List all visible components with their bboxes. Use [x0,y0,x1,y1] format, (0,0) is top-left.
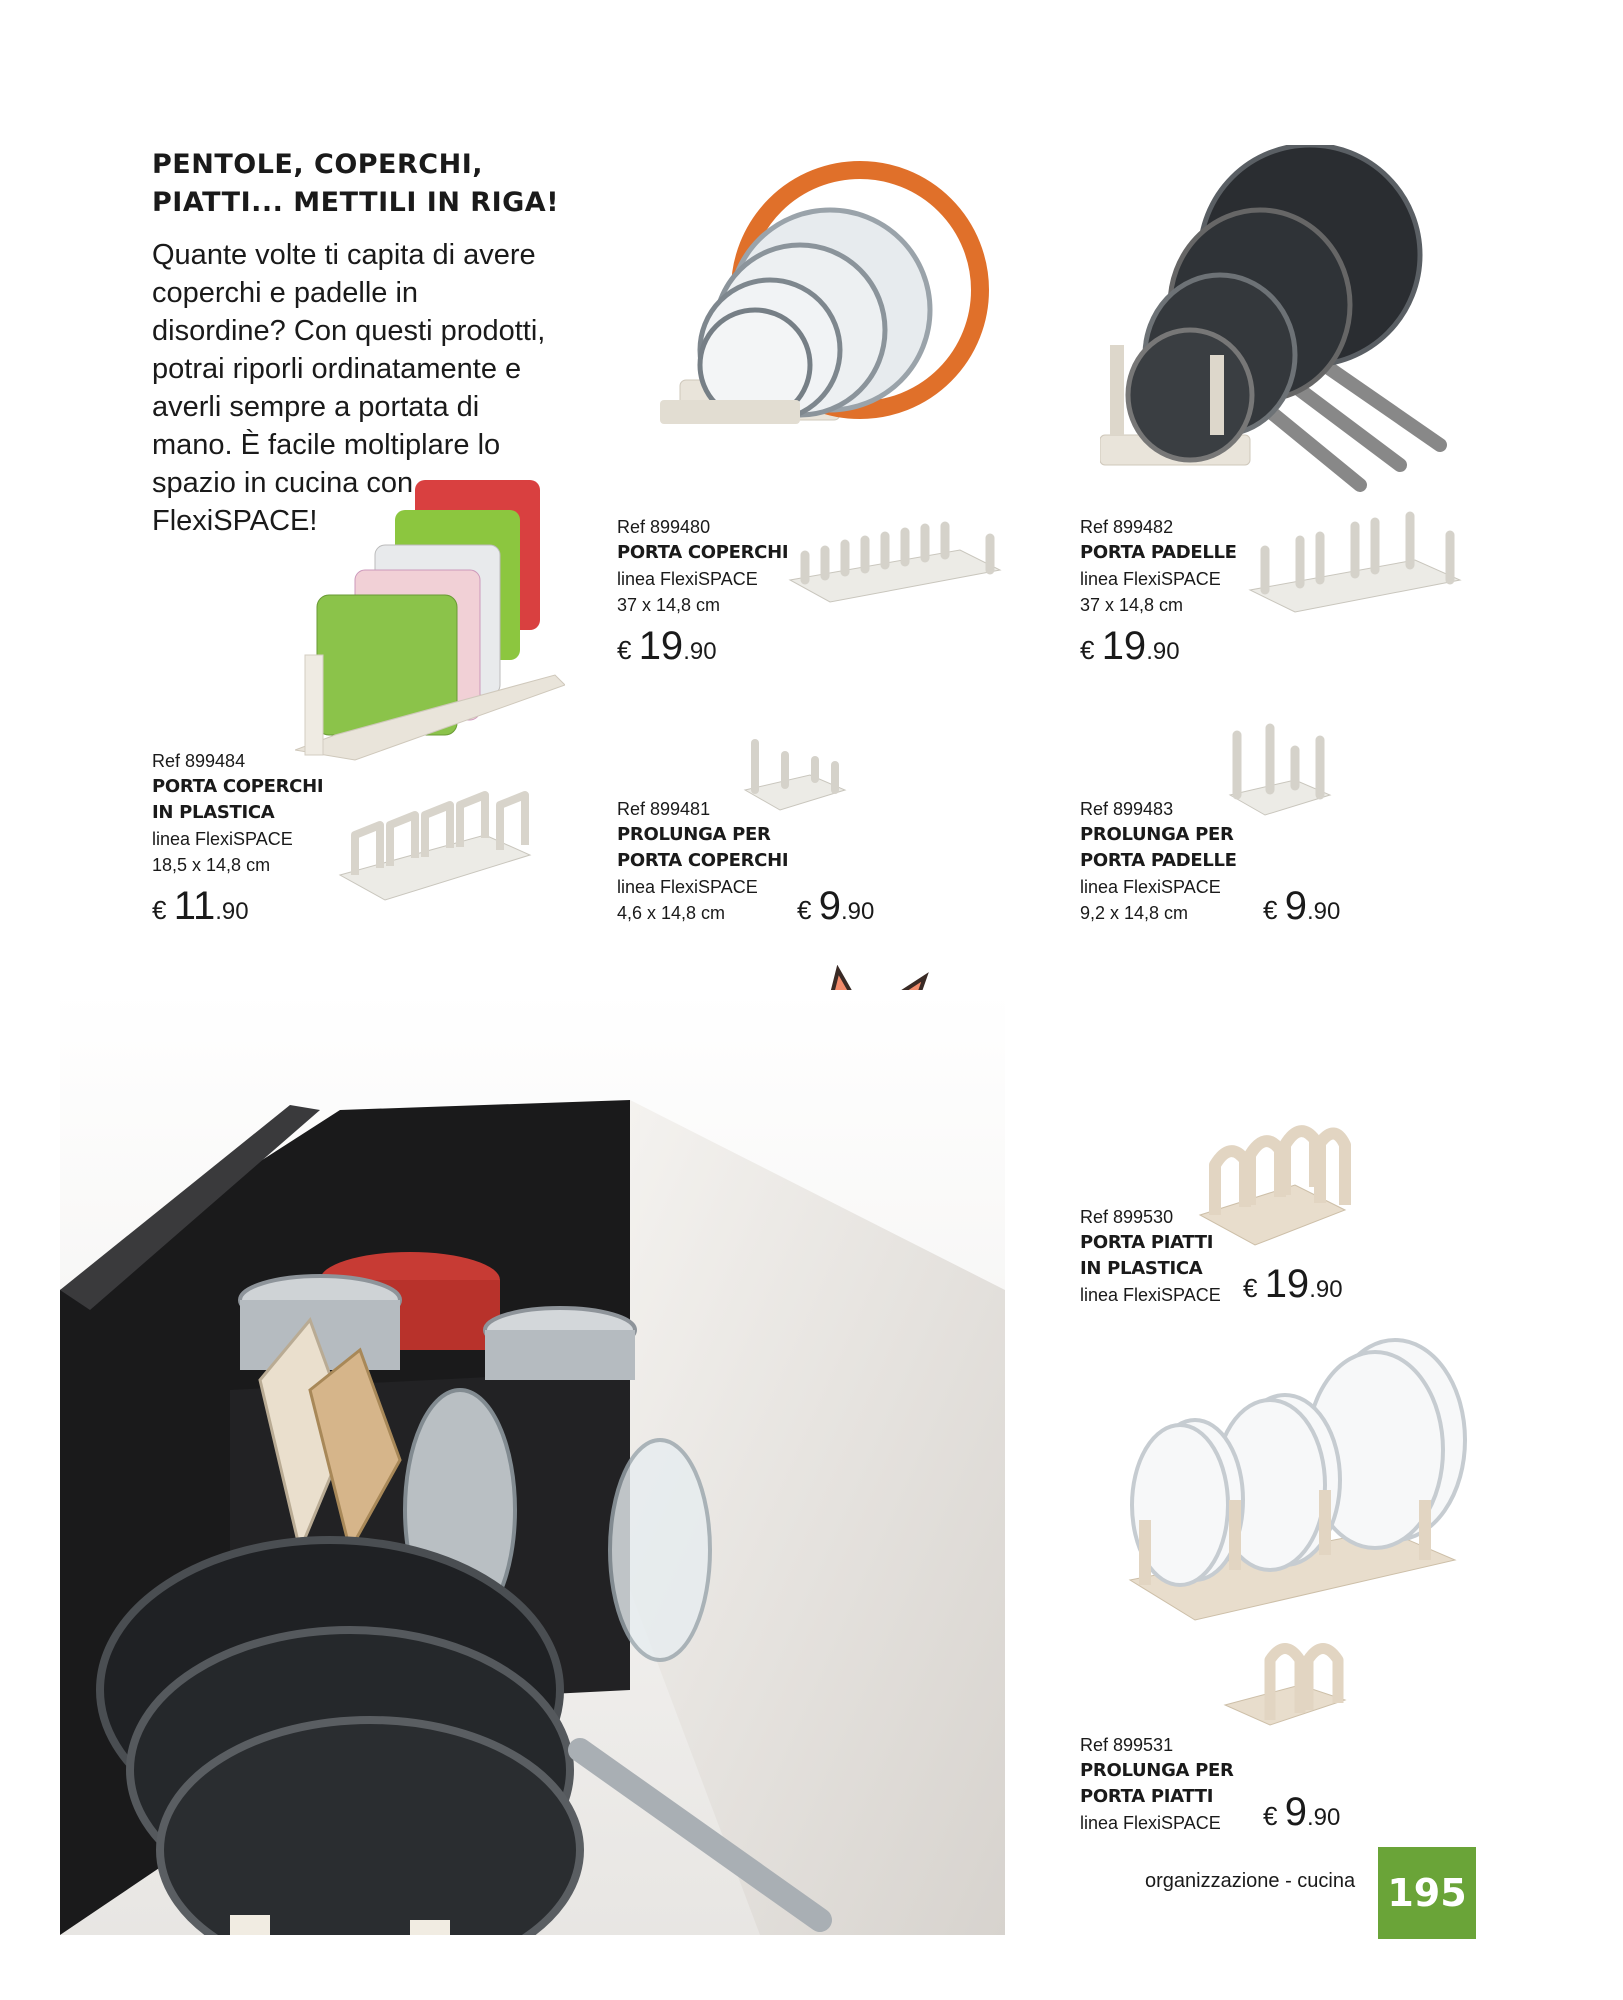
price-integer: 19 [1264,1262,1310,1306]
footer-section-label: organizzazione - cucina [1145,1870,1356,1892]
price-currency: € [797,895,819,925]
product-name-line-2: PORTA PADELLE [1080,850,1237,871]
porta-coperchi-rack-image [785,520,1005,615]
plastic-lid-rack-photo [295,470,565,770]
page-number-badge: 195 [1378,1847,1476,1939]
product-ref: Ref 899484 [152,751,246,771]
product-line: linea FlexiSPACE [1080,1813,1221,1833]
prolunga-piatti-image [1220,1635,1350,1750]
plates-on-rack-photo [1125,1330,1475,1630]
lid-rack-photo [660,150,990,480]
product-size: 4,6 x 14,8 cm [617,903,726,923]
product-name: PORTA PIATTI [1080,1232,1214,1253]
price-decimals: .90 [1309,1276,1343,1303]
price-decimals: .90 [1306,898,1341,925]
product-name-line-2: PORTA PIATTI [1080,1786,1214,1807]
product-name-line-2: IN PLASTICA [1080,1258,1203,1279]
price-899480 [617,624,717,669]
product-line: linea FlexiSPACE [1080,569,1221,589]
price-899482 [1080,624,1180,669]
product-899480 [617,514,788,618]
product-size: 37 x 14,8 cm [1080,595,1184,615]
pan-rack-photo [1100,145,1480,505]
product-name-line-2: IN PLASTICA [152,802,275,823]
product-line: linea FlexiSPACE [1080,877,1221,897]
price-decimals: .90 [840,898,875,925]
price-decimals: .90 [683,638,717,665]
product-name: PORTA PADELLE [1080,542,1237,563]
price-currency: € [1263,895,1285,925]
price-899483 [1263,884,1340,929]
price-integer: 19 [1101,624,1147,668]
product-name: PROLUNGA PER [617,824,771,845]
heading-line-1: PENTOLE, COPERCHI, [152,149,484,180]
product-ref: Ref 899483 [1080,799,1174,819]
product-ref: Ref 899530 [1080,1207,1174,1227]
product-ref: Ref 899531 [1080,1735,1174,1755]
product-name: PROLUNGA PER [1080,824,1234,845]
heading-line-2: PIATTI... METTILI IN RIGA! [152,187,560,218]
product-name: PORTA COPERCHI [617,542,789,563]
product-ref: Ref 899482 [1080,517,1174,537]
porta-coperchi-plastica-rack-image [335,780,535,910]
product-size: 9,2 x 14,8 cm [1080,903,1189,923]
product-name: PORTA COPERCHI [152,776,324,797]
product-899484 [152,748,323,878]
intro-paragraph: Quante volte ti capita di avere coperchi e padelle in disordine? Con questi prodotti, potrai riporli ordinatamente e averli sempre a portata di mano. È facile moltiplare lo spazio in cucina con FlexiSPACE! [152,239,546,537]
product-line: linea FlexiSPACE [617,569,758,589]
price-integer: 19 [638,624,684,668]
price-decimals: .90 [1146,638,1180,665]
product-ref: Ref 899481 [617,799,711,819]
product-size: 37 x 14,8 cm [617,595,721,615]
product-name: PROLUNGA PER [1080,1760,1234,1781]
price-integer: 9 [1284,884,1307,928]
product-899531 [1080,1732,1234,1836]
price-currency: € [152,895,174,925]
price-decimals: .90 [1306,1804,1341,1831]
price-decimals: .90 [215,898,249,925]
kitchen-drawer-photo [60,990,1005,1935]
prolunga-padelle-image [1225,720,1335,830]
price-899531 [1263,1790,1340,1835]
porta-padelle-rack-image [1245,510,1465,620]
product-899481 [617,796,788,926]
price-899481 [797,884,874,929]
price-integer: 9 [1284,1790,1307,1834]
product-line: linea FlexiSPACE [1080,1285,1221,1305]
product-899483 [1080,796,1237,926]
product-899482 [1080,514,1237,618]
price-integer: 9 [818,884,841,928]
product-line: linea FlexiSPACE [617,877,758,897]
price-899484 [152,884,249,929]
product-size: 18,5 x 14,8 cm [152,855,271,875]
product-line: linea FlexiSPACE [152,829,293,849]
product-899530 [1080,1204,1221,1308]
price-currency: € [617,635,639,665]
page-heading [152,146,559,222]
price-currency: € [1080,635,1102,665]
price-integer: 11 [173,884,216,928]
product-name-line-2: PORTA COPERCHI [617,850,789,871]
price-currency: € [1263,1801,1285,1831]
price-currency: € [1243,1273,1265,1303]
product-ref: Ref 899480 [617,517,711,537]
price-899530 [1243,1262,1343,1307]
